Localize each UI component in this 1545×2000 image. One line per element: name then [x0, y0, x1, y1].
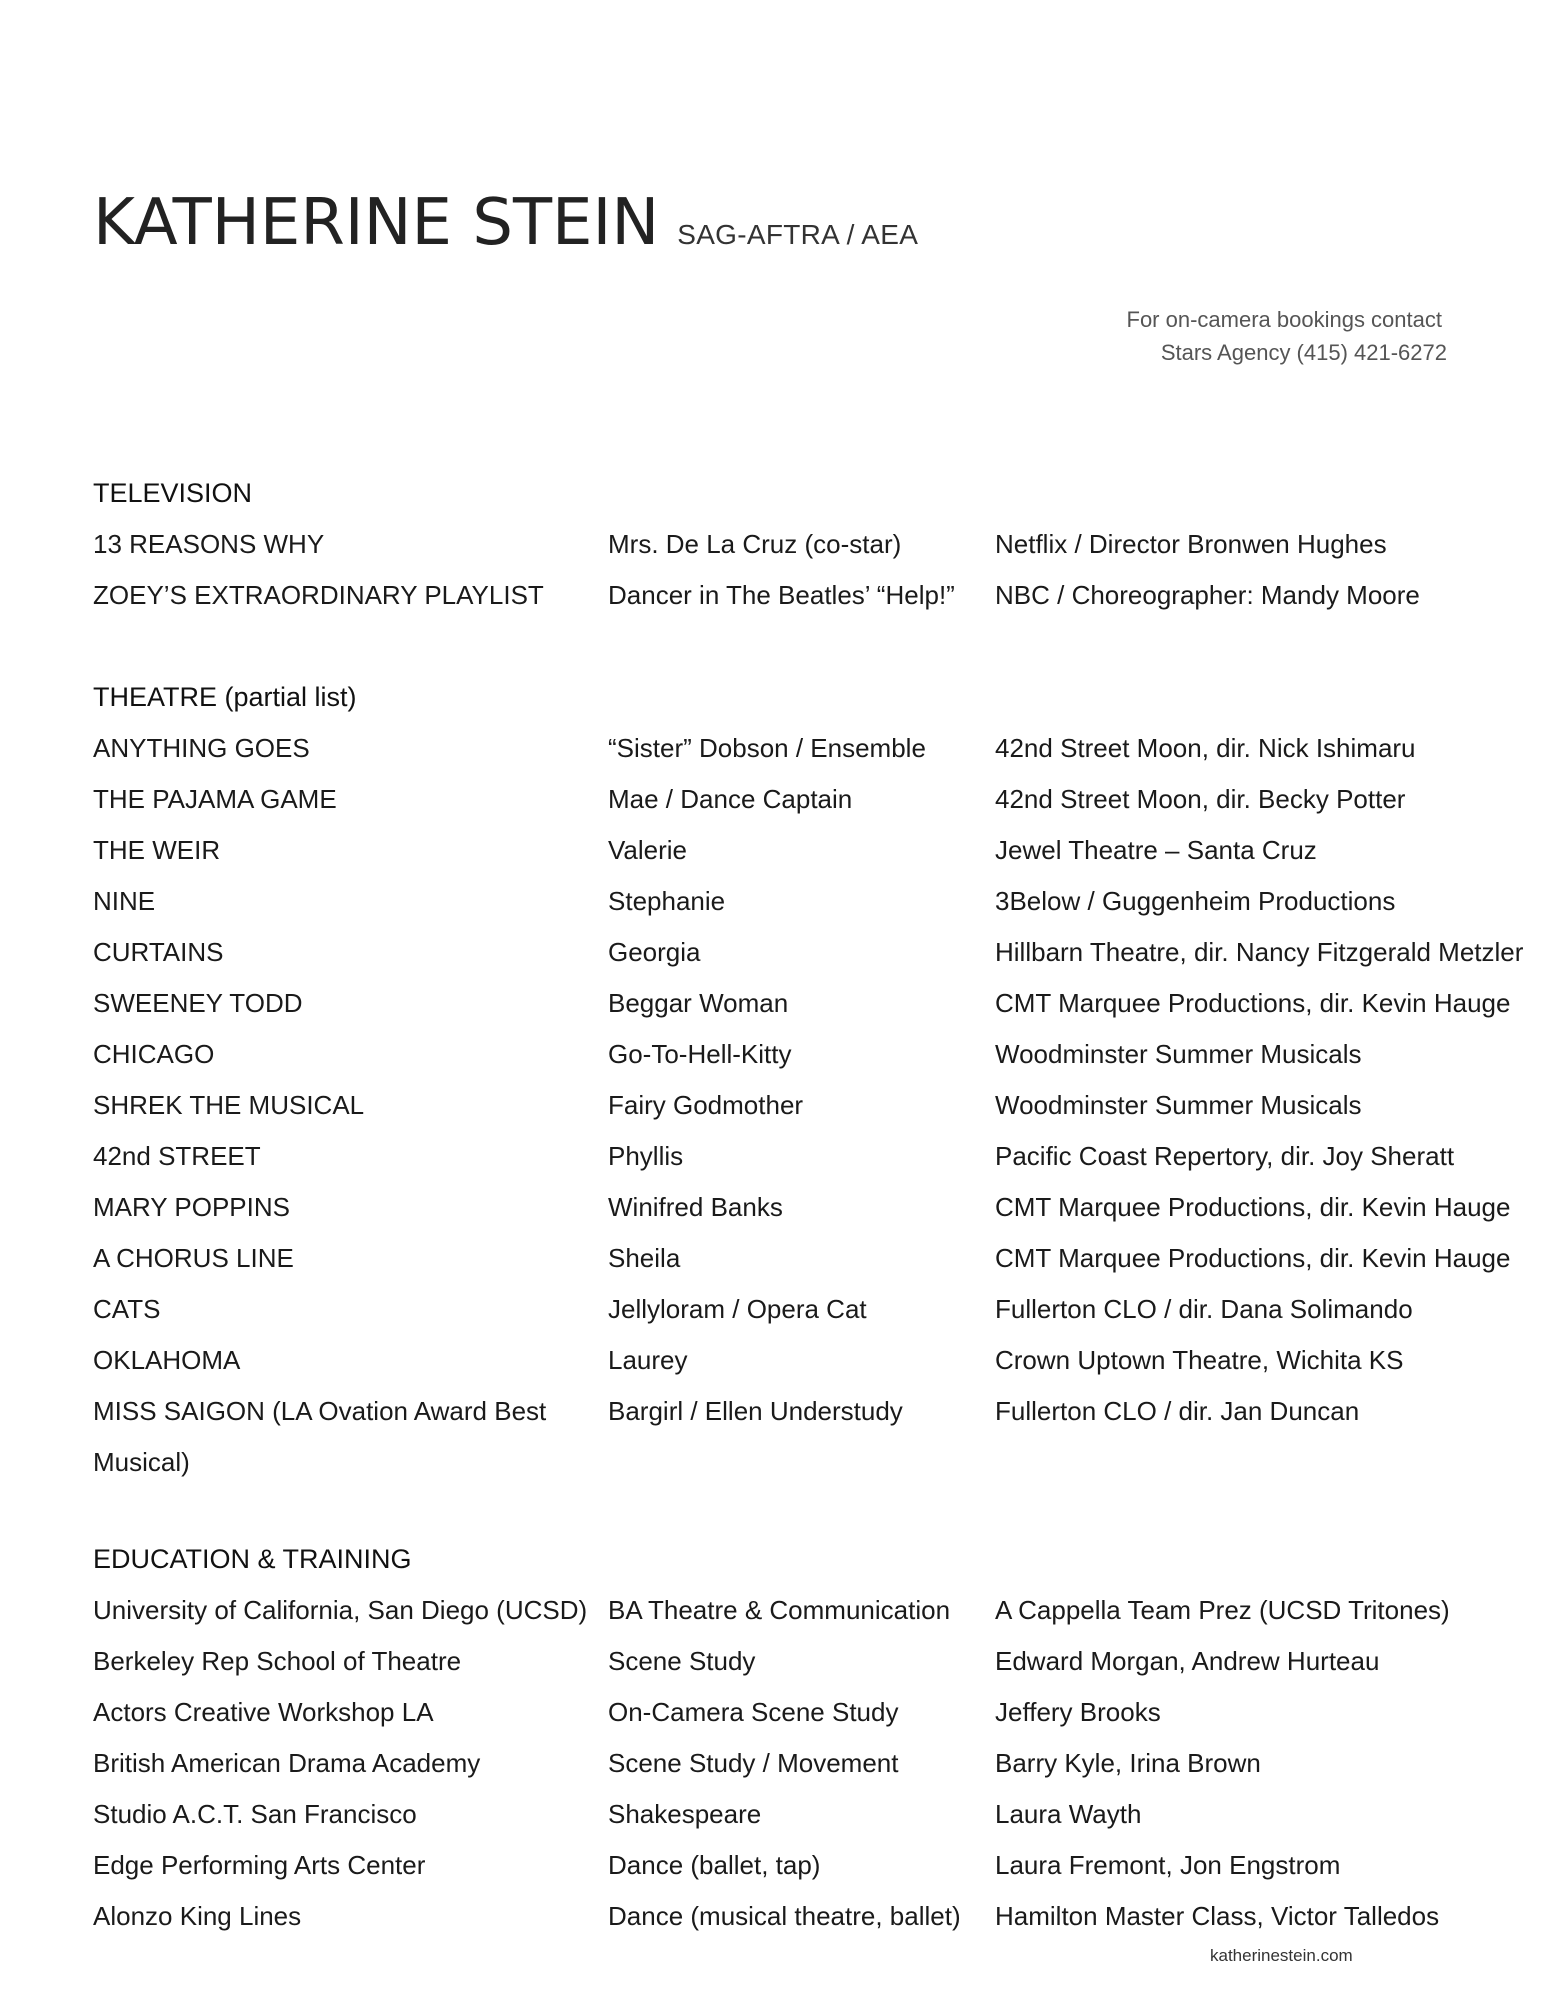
training-teacher: Laura Fremont, Jon Engstrom	[995, 1850, 1341, 1880]
credit-role: Valerie	[608, 835, 688, 865]
credit-row	[93, 1029, 1513, 1080]
credit-row	[93, 1131, 1513, 1182]
training-subject: Dance (musical theatre, ballet)	[608, 1901, 961, 1931]
education-section	[93, 1534, 1513, 1942]
credit-role: Winifred Banks	[608, 1192, 783, 1222]
training-row	[93, 1891, 1513, 1942]
credit-title: CATS	[93, 1294, 161, 1324]
credit-company: 42nd Street Moon, dir. Becky Potter	[995, 784, 1406, 814]
credit-company: Woodminster Summer Musicals	[995, 1039, 1362, 1069]
credit-row	[93, 978, 1513, 1029]
training-row	[93, 1687, 1513, 1738]
credit-title: MARY POPPINS	[93, 1192, 290, 1222]
credit-title: THE WEIR	[93, 835, 221, 865]
credit-row	[93, 1335, 1513, 1386]
resume-header	[93, 186, 918, 260]
training-row	[93, 1585, 1513, 1636]
credit-role: Jellyloram / Opera Cat	[608, 1294, 867, 1324]
credit-title: A CHORUS LINE	[93, 1243, 294, 1273]
credit-row	[93, 1386, 1513, 1488]
training-subject: Scene Study / Movement	[608, 1748, 899, 1778]
credit-role: Stephanie	[608, 886, 726, 916]
credit-role: Phyllis	[608, 1141, 684, 1171]
credit-company: Hillbarn Theatre, dir. Nancy Fitzgerald Metzler	[995, 937, 1524, 967]
credit-row	[93, 876, 1513, 927]
credit-title: 42nd STREET	[93, 1141, 261, 1171]
credit-row	[93, 825, 1513, 876]
training-subject: BA Theatre & Communication	[608, 1595, 951, 1625]
credit-title: SWEENEY TODD	[93, 988, 303, 1018]
credit-company: Woodminster Summer Musicals	[995, 1090, 1362, 1120]
credit-row	[93, 1233, 1513, 1284]
training-school: British American Drama Academy	[93, 1748, 481, 1778]
contact-block	[947, 303, 1447, 369]
training-subject: On-Camera Scene Study	[608, 1697, 899, 1727]
credit-title: ZOEY’S EXTRAORDINARY PLAYLIST	[93, 580, 544, 610]
credit-role: Go-To-Hell-Kitty	[608, 1039, 792, 1069]
credit-row	[93, 774, 1513, 825]
union-affiliation: SAG-AFTRA / AEA	[677, 219, 919, 250]
training-teacher: A Cappella Team Prez (UCSD Tritones)	[995, 1595, 1450, 1625]
training-teacher: Edward Morgan, Andrew Hurteau	[995, 1646, 1380, 1676]
section-title-theatre: THEATRE (partial list)	[93, 682, 357, 712]
training-teacher: Barry Kyle, Irina Brown	[995, 1748, 1261, 1778]
training-row	[93, 1636, 1513, 1687]
training-school: Berkeley Rep School of Theatre	[93, 1646, 462, 1676]
credit-title: NINE	[93, 886, 156, 916]
credit-role: Laurey	[608, 1345, 688, 1375]
credit-title: SHREK THE MUSICAL	[93, 1090, 365, 1120]
credit-company: Jewel Theatre – Santa Cruz	[995, 835, 1317, 865]
theatre-section	[93, 672, 1524, 1488]
credit-company: CMT Marquee Productions, dir. Kevin Hauge	[995, 1243, 1511, 1273]
credit-title: THE PAJAMA GAME	[93, 784, 337, 814]
credit-title: 13 REASONS WHY	[93, 529, 325, 559]
section-title-television: TELEVISION	[93, 478, 253, 508]
credit-row	[93, 927, 1524, 978]
credit-role: Georgia	[608, 937, 701, 967]
credit-row	[93, 570, 1513, 621]
training-school: Studio A.C.T. San Francisco	[93, 1799, 417, 1829]
credit-role: Mrs. De La Cruz (co-star)	[608, 529, 902, 559]
training-school: Actors Creative Workshop LA	[93, 1697, 434, 1727]
television-section	[93, 468, 1513, 621]
credit-company: Fullerton CLO / dir. Jan Duncan	[995, 1396, 1360, 1426]
credit-company: CMT Marquee Productions, dir. Kevin Hauge	[995, 1192, 1511, 1222]
training-subject: Scene Study	[608, 1646, 756, 1676]
credit-company: Netflix / Director Bronwen Hughes	[995, 529, 1387, 559]
credit-role: Sheila	[608, 1243, 681, 1273]
section-title-education: EDUCATION & TRAINING	[93, 1544, 412, 1574]
actor-name: KATHERINE STEIN	[93, 186, 660, 260]
credit-title: CURTAINS	[93, 937, 224, 967]
credit-company: NBC / Choreographer: Mandy Moore	[995, 580, 1420, 610]
training-school: Edge Performing Arts Center	[93, 1850, 426, 1880]
contact-line-2: Stars Agency (415) 421-6272	[1160, 340, 1447, 365]
credit-row	[93, 1182, 1513, 1233]
credit-role: Bargirl / Ellen Understudy	[608, 1396, 903, 1426]
training-teacher: Jeffery Brooks	[995, 1697, 1161, 1727]
training-teacher: Hamilton Master Class, Victor Talledos	[995, 1901, 1440, 1931]
credit-row	[93, 1080, 1513, 1131]
credit-company: 3Below / Guggenheim Productions	[995, 886, 1396, 916]
training-row	[93, 1840, 1513, 1891]
training-teacher: Laura Wayth	[995, 1799, 1142, 1829]
website-url[interactable]: katherinestein.com	[1210, 1946, 1353, 1965]
credit-role: “Sister” Dobson / Ensemble	[608, 733, 926, 763]
credit-role: Beggar Woman	[608, 988, 789, 1018]
credit-company: 42nd Street Moon, dir. Nick Ishimaru	[995, 733, 1416, 763]
credit-row	[93, 723, 1513, 774]
credit-title: ANYTHING GOES	[93, 733, 310, 763]
contact-line-1: For on-camera bookings contact	[1126, 307, 1442, 332]
credit-company: CMT Marquee Productions, dir. Kevin Hauge	[995, 988, 1511, 1018]
training-row	[93, 1789, 1513, 1840]
credit-row	[93, 1284, 1513, 1335]
training-school: University of California, San Diego (UCSD)	[93, 1595, 588, 1625]
credit-title: OKLAHOMA	[93, 1345, 241, 1375]
credit-company: Crown Uptown Theatre, Wichita KS	[995, 1345, 1404, 1375]
credit-role: Fairy Godmother	[608, 1090, 804, 1120]
training-subject: Dance (ballet, tap)	[608, 1850, 821, 1880]
training-subject: Shakespeare	[608, 1799, 762, 1829]
training-school: Alonzo King Lines	[93, 1901, 302, 1931]
credit-title: MISS SAIGON (LA Ovation Award Best Musical)	[93, 1396, 547, 1477]
credit-company: Pacific Coast Repertory, dir. Joy Sheratt	[995, 1141, 1455, 1171]
credit-role: Mae / Dance Captain	[608, 784, 853, 814]
credit-title: CHICAGO	[93, 1039, 215, 1069]
credit-company: Fullerton CLO / dir. Dana Solimando	[995, 1294, 1413, 1324]
credit-row	[93, 519, 1513, 570]
credit-role: Dancer in The Beatles’ “Help!”	[608, 580, 955, 610]
training-row	[93, 1738, 1513, 1789]
